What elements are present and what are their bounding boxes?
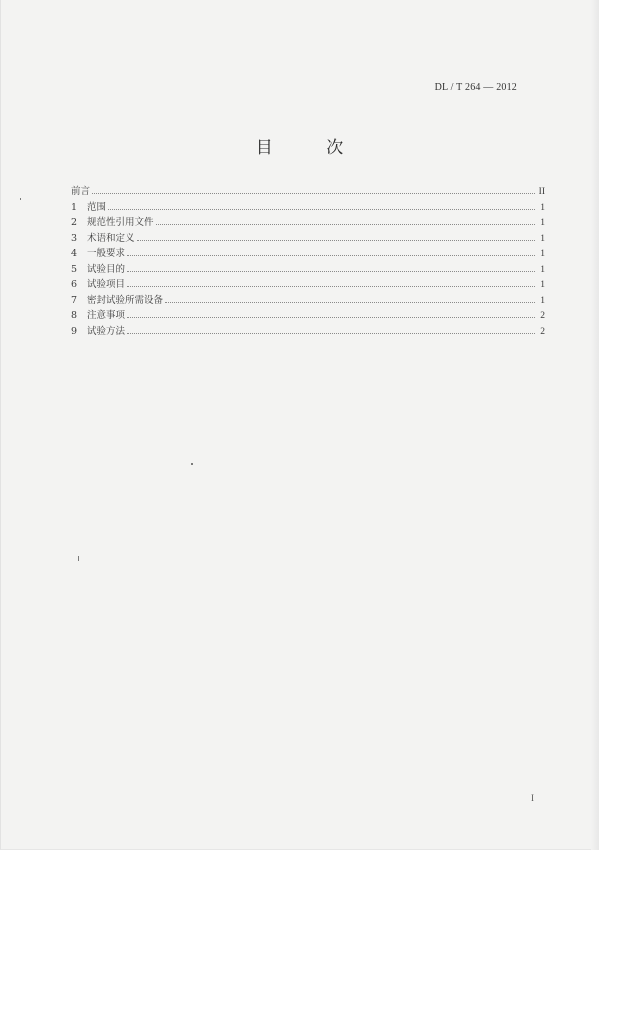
- toc-entry-number: 7: [71, 294, 78, 306]
- toc-entry-page: 1: [540, 202, 545, 213]
- toc-dot-leader: [127, 254, 535, 256]
- toc-dot-leader: [92, 192, 535, 194]
- toc-entry-label: 范围: [87, 201, 107, 213]
- page-number: I: [531, 793, 534, 803]
- toc-entry: [71, 276, 545, 292]
- toc-entry-page: 2: [540, 326, 545, 337]
- toc-entry-number: 3: [71, 232, 78, 244]
- toc-entry-page: 1: [540, 249, 545, 259]
- toc-dot-leader: [137, 239, 535, 241]
- toc-entry-number: 4: [71, 248, 78, 259]
- scan-speck: [191, 463, 193, 465]
- toc-entry-label: 规范性引用文件: [87, 217, 154, 228]
- toc-dot-leader: [156, 223, 535, 225]
- toc-entry-number: 8: [71, 310, 78, 321]
- toc-dot-leader: [165, 301, 535, 303]
- toc-dot-leader: [127, 270, 535, 272]
- toc-entry: [71, 214, 545, 230]
- toc-entry: [71, 245, 545, 261]
- toc-dot-leader: [127, 285, 535, 287]
- toc-entry-label: 术语和定义: [87, 232, 135, 244]
- toc-entry-label: 一般要求: [87, 248, 126, 259]
- toc-entry-number: 2: [71, 217, 78, 228]
- toc-entry-number: 9: [71, 325, 78, 337]
- toc-title: 目 次: [255, 138, 368, 158]
- toc-entry-page: 2: [540, 311, 545, 321]
- toc-entry-label: 试验项目: [87, 279, 126, 290]
- toc-entry: [71, 323, 545, 339]
- toc-entry: [71, 230, 545, 246]
- toc-entry: [71, 199, 545, 215]
- toc-entry-page: 1: [540, 280, 545, 290]
- toc-dot-leader: [108, 208, 535, 210]
- toc-entry: [71, 261, 545, 277]
- toc-dot-leader: [127, 332, 535, 334]
- toc-entry-page: 1: [540, 218, 545, 228]
- toc-entry-page: 1: [540, 233, 545, 244]
- toc-entry: [71, 292, 545, 308]
- toc-entry-number: 5: [71, 263, 78, 275]
- toc-entry-page: II: [538, 187, 545, 197]
- toc-entry-page: 1: [540, 264, 545, 275]
- scan-speck: [78, 556, 79, 561]
- toc-entry-label: 前言: [71, 186, 91, 197]
- toc-list: [71, 183, 545, 338]
- toc-entry-label: 试验目的: [87, 263, 126, 275]
- toc-entry-number: 6: [71, 279, 78, 290]
- toc-entry-number: 1: [71, 201, 78, 213]
- page-edge-shadow: [591, 0, 599, 850]
- toc-entry-label: 密封试验所需设备: [87, 294, 164, 306]
- toc-entry-label: 试验方法: [87, 325, 126, 337]
- toc-entry: [71, 183, 545, 199]
- scan-speck: [20, 198, 21, 200]
- standard-code: DL / T 264 — 2012: [434, 82, 517, 93]
- toc-entry: [71, 307, 545, 323]
- toc-entry-label: 注意事项: [87, 310, 126, 321]
- toc-dot-leader: [127, 316, 535, 318]
- toc-entry-page: 1: [540, 295, 545, 306]
